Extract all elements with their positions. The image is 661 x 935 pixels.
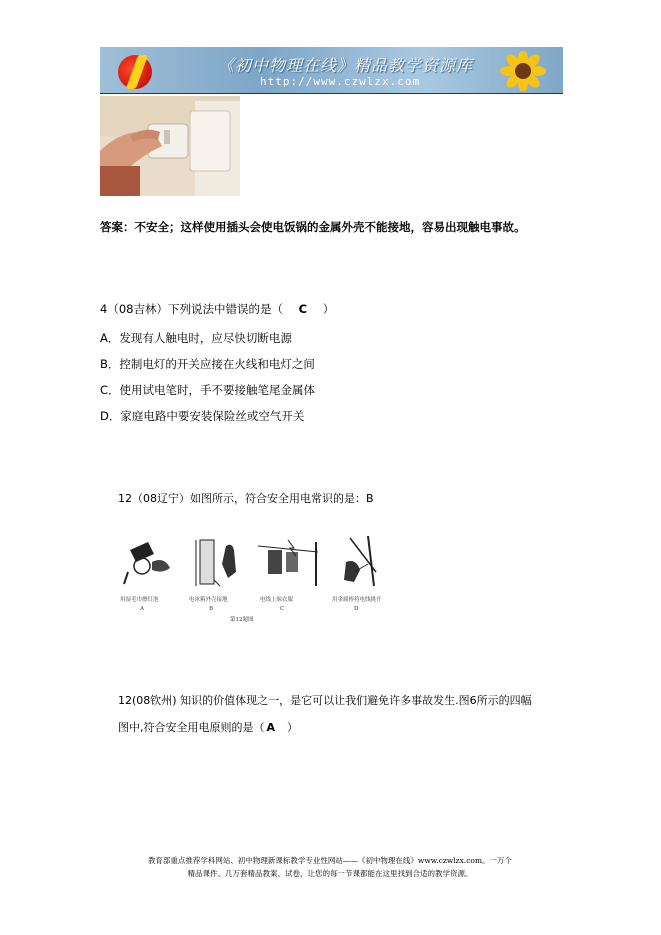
question-4-option-b: B．控制电灯的开关应接在火线和电灯之间: [100, 357, 315, 371]
question-4-option-a: A．发现有人触电时，应尽快切断电源: [100, 331, 292, 345]
question-4-stem: [100, 301, 334, 317]
question-12-qinzhou-line1: 12(08钦州) 知识的价值体现之一，是它可以让我们避免许多事故发生.图6所示的四幅: [118, 694, 532, 707]
answer-text: 答案：不安全；这样使用插头会使电饭锅的金属外壳不能接地，容易出现触电事故。: [100, 220, 526, 234]
footer-line-1: 教育部重点推荐学科网站、初中物理新课标教学专业性网站——《初中物理在线》www.czwlzx.com。一万个: [147, 856, 513, 865]
caption-b: 电冰箱外壳接地: [189, 597, 228, 603]
letter-a: A: [140, 606, 144, 612]
question-4-prefix: 4（08吉林）下列说法中错误的是（: [100, 302, 283, 316]
banner-url[interactable]: http://www.czwlzx.com: [260, 75, 421, 88]
sunflower-icon: [493, 51, 553, 91]
question-12-qinzhou-prefix: 图中,符合安全用电原则的是（: [118, 721, 265, 734]
caption-a: 用湿毛巾擦灯泡: [120, 597, 159, 603]
letter-d: D: [354, 606, 359, 612]
header-rule: [100, 93, 563, 94]
safety-figure: [118, 532, 404, 628]
banner-title: 《初中物理在线》精品教学资源库: [218, 56, 474, 75]
footer-line-2: 精品课件、几万套精品教案、试卷，让您的每一节课都能在这里找到合适的教学资源。: [187, 869, 473, 878]
letter-c: C: [280, 606, 285, 612]
question-4-suffix: ）: [322, 302, 335, 316]
letter-b: B: [209, 606, 214, 612]
question-4-option-d: D．家庭电路中要安装保险丝或空气开关: [100, 409, 305, 423]
caption-c: 电线上晾衣服: [260, 597, 294, 603]
question-12-qinzhou-suffix: ）: [287, 721, 299, 734]
site-logo-icon: [118, 55, 152, 89]
question-4-option-c: C．使用试电笔时，手不要接触笔尾金属体: [100, 383, 316, 397]
question-12-qinzhou-answer: A: [266, 721, 276, 734]
figure-title: 第12题图: [230, 617, 254, 623]
question-4-answer: C: [298, 302, 308, 316]
caption-d: 用金属棒将电线挑开: [332, 597, 382, 603]
header-banner: [100, 47, 563, 93]
plug-photo: [100, 96, 240, 196]
question-12-qinzhou-line2: [118, 719, 298, 735]
question-12-liaoning: 12（08辽宁）如图所示，符合安全用电常识的是：B: [118, 492, 374, 505]
